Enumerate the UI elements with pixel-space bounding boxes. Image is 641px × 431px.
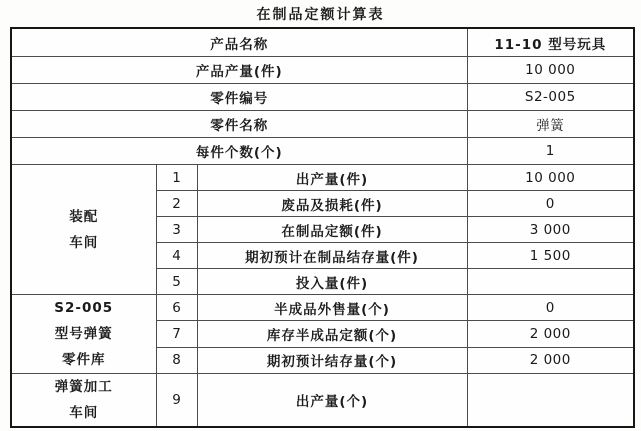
table-row [11,165,634,191]
row-number: 9 [156,374,197,428]
group-label-line: 车间 [69,405,99,421]
group-spring-parts-store [11,295,156,374]
product-output-value: 10 000 [467,57,634,84]
table-row [11,138,634,165]
row-number: 1 [156,165,197,191]
row-value: 1 500 [467,243,634,269]
group-label-line: 零件库 [62,352,106,368]
row-value: 0 [467,295,634,321]
row-value: 10 000 [467,165,634,191]
group-label-line: 弹簧加工 [54,379,113,395]
row-number: 5 [156,269,197,295]
product-name-label: 产品名称 [11,28,467,57]
page-title: 在制品定额计算表 [256,7,385,23]
row-label: 出产量(件) [197,165,467,191]
group-label-line: 型号弹簧 [54,326,113,342]
group-label-line: 车间 [69,234,99,251]
row-label: 废品及损耗(件) [197,191,467,217]
group-label-line: S2-005 [54,300,114,316]
row-label: 在制品定额(件) [197,217,467,243]
part-number-label: 零件编号 [11,84,467,111]
product-output-label: 产品产量(件) [11,57,467,84]
row-value [467,269,634,295]
row-number: 4 [156,243,197,269]
row-label: 期初预计结存量(个) [197,347,467,373]
row-label: 期初预计在制品结存量(件) [197,243,467,269]
row-label: 半成品外售量(个) [197,295,467,321]
part-name-value: 弹簧 [467,111,634,138]
row-number: 3 [156,217,197,243]
wip-quota-table [10,27,635,428]
row-number: 7 [156,321,197,347]
row-value: 2 000 [467,321,634,347]
part-name-label: 零件名称 [11,111,467,138]
row-number: 8 [156,347,197,373]
row-label: 库存半成品定额(个) [197,321,467,347]
table-row [11,295,634,321]
pieces-per-unit-label: 每件个数(个) [11,138,467,165]
row-value: 3 000 [467,217,634,243]
group-assembly-workshop [11,165,156,295]
row-label: 出产量(个) [197,374,467,428]
row-label: 投入量(件) [197,269,467,295]
row-number: 2 [156,191,197,217]
table-row [11,111,634,138]
product-name-value: 11-10 型号玩具 [467,28,634,57]
part-number-value: S2-005 [467,84,634,111]
row-value: 0 [467,191,634,217]
table-row [11,57,634,84]
row-value [467,374,634,428]
table-row [11,84,634,111]
row-number: 6 [156,295,197,321]
row-value: 2 000 [467,347,634,373]
group-label-line: 装配 [69,208,99,225]
table-row [11,28,634,57]
pieces-per-unit-value: 1 [467,138,634,165]
table-row [11,374,634,428]
group-spring-processing-workshop [11,374,156,428]
